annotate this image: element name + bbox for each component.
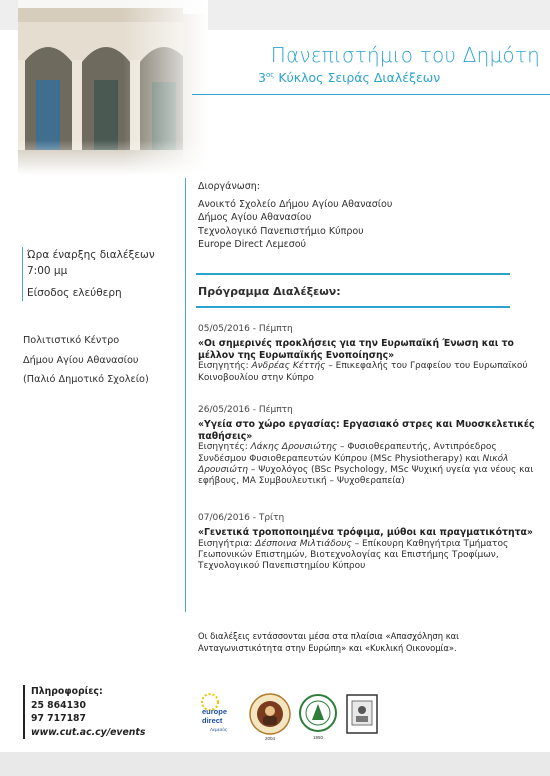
- speaker-name: Ανδρέας Κέττής: [251, 361, 326, 372]
- website-link[interactable]: www.cut.ac.cy/events: [31, 726, 146, 738]
- start-time: 7:00 μμ: [27, 265, 68, 277]
- organizers-label: Διοργάνωση:: [198, 181, 260, 192]
- venue-block: [23, 331, 149, 390]
- venue-line: Δήμου Αγίου Αθανασίου: [23, 354, 139, 366]
- lecture-item: [198, 513, 538, 572]
- organizer-item: Ανοικτό Σχολείο Δήμου Αγίου Αθανασίου: [198, 198, 393, 210]
- university-seal: [248, 692, 292, 746]
- bottom-band: [0, 752, 550, 776]
- speaker-name: Λάκης Δρουσιώτης: [250, 442, 338, 453]
- building-photo: [18, 0, 208, 175]
- organizers-block: [198, 180, 392, 252]
- lecture-item: [198, 324, 538, 384]
- speaker-details: – Επίκουρη Καθηγήτρια Τμήματος Γεωπονικών Επιστημών, Βιοτεχνολογίας και Επιστήμης Τροφίμων, Τεχνολογικού Πανεπιστημίου Κύπρου: [198, 538, 509, 572]
- program-heading: Πρόγραμμα Διαλέξεων:: [198, 285, 341, 298]
- lecture-speaker: [198, 361, 538, 383]
- europe-direct-line3: Λεμεσός: [210, 727, 228, 732]
- speaker-details: – Επικεφαλής του Γραφείου του Ευρωπαϊκού Κοινοβουλίου στην Κύπρο: [198, 361, 528, 383]
- speaker-name: Δέσποινα Μιλτιάδους: [255, 538, 352, 549]
- lecture-speaker: [198, 442, 538, 487]
- venue-line: Πολιτιστικό Κέντρο: [23, 335, 120, 346]
- program-bottom-rule: [196, 306, 510, 308]
- lecture-date: 05/05/2016 - Πέμπτη: [198, 324, 293, 334]
- open-school-emblem: [344, 692, 380, 746]
- lecture-title: «Οι σημερινές προκλήσεις για την Ευρωπαϊκή Ένωση και το μέλλον της Ευρωπαϊκής Ενοποίησης»: [198, 338, 514, 361]
- lecture-item: [198, 405, 538, 487]
- speaker-details: – Φυσιοθεραπευτής, Αντιπρόεδρος Συνδέσμου Φυσιοθεραπευτών Κύπρου (MSc Physiotherapy) και: [198, 442, 497, 464]
- schedule-box: [22, 247, 155, 301]
- municipality-emblem: [298, 692, 338, 746]
- page-subtitle: [258, 70, 440, 85]
- lecture-speaker: [198, 539, 538, 573]
- contact-info: [23, 685, 145, 739]
- speaker-label: Εισηγήτρια:: [198, 538, 256, 549]
- column-divider: [185, 178, 186, 612]
- framework-note: Οι διαλέξεις εντάσσονται μέσα στα πλαίσια «Απασχόληση και Ανταγωνιστικότητα στην Ευρώπη» και «Κυκλική Οικονομία».: [198, 631, 459, 653]
- university-seal-year: 2004: [264, 736, 276, 741]
- lecture-date: 26/05/2016 - Πέμπτη: [198, 405, 293, 415]
- organizer-item: Europe Direct Λεμεσού: [198, 239, 307, 250]
- phone-number: 97 717187: [31, 713, 86, 724]
- lecture-date: 07/06/2016 - Τρίτη: [198, 513, 285, 523]
- speaker-name: Νικόλ Δρουσιώτη: [198, 453, 509, 475]
- speaker-label: Εισηγητές:: [198, 442, 251, 453]
- venue-line: (Παλιό Δημοτικό Σχολείο): [23, 374, 149, 385]
- lecture-title: «Γενετικά τροποποιημένα τρόφιμα, μύθοι και πραγματικότητα»: [198, 527, 533, 539]
- europe-direct-logo: [200, 692, 242, 746]
- speaker-label: Εισηγητής:: [198, 361, 252, 372]
- europe-direct-line1: europe: [202, 707, 228, 716]
- speaker-details: – Ψυχολόγος (BSc Psychology, MSc Ψυχική υγεία για νέους και εφήβους, MA Συμβουλευτική – Ψυχοθεραπεία): [198, 464, 534, 486]
- municipality-emblem-year: 1950: [312, 735, 324, 740]
- subtitle-ordinal: 3: [258, 70, 266, 85]
- info-label: Πληροφορίες:: [31, 686, 103, 697]
- start-time-label: Ώρα έναρξης διαλέξεων: [27, 249, 155, 261]
- phone-number: 25 864130: [31, 699, 86, 711]
- organizer-item: Δήμος Αγίου Αθανασίου: [198, 212, 312, 223]
- lecture-title: «Υγεία στο χώρο εργασίας: Εργασιακό στρες και Μυοσκελετικές παθήσεις»: [198, 419, 535, 442]
- page-title: Πανεπιστήμιο του Δημότη: [270, 43, 540, 67]
- free-entry: Είσοδος ελεύθερη: [27, 287, 122, 299]
- subtitle-ordinal-suffix: ος: [265, 70, 275, 79]
- subtitle-divider: [192, 94, 550, 95]
- subtitle-text: Κύκλος Σειράς Διαλέξεων: [274, 70, 441, 85]
- organizer-item: Τεχνολογικό Πανεπιστήμιο Κύπρου: [198, 225, 364, 237]
- program-top-rule: [196, 273, 510, 275]
- partner-logos: [200, 692, 380, 744]
- europe-direct-line2: direct: [202, 716, 223, 725]
